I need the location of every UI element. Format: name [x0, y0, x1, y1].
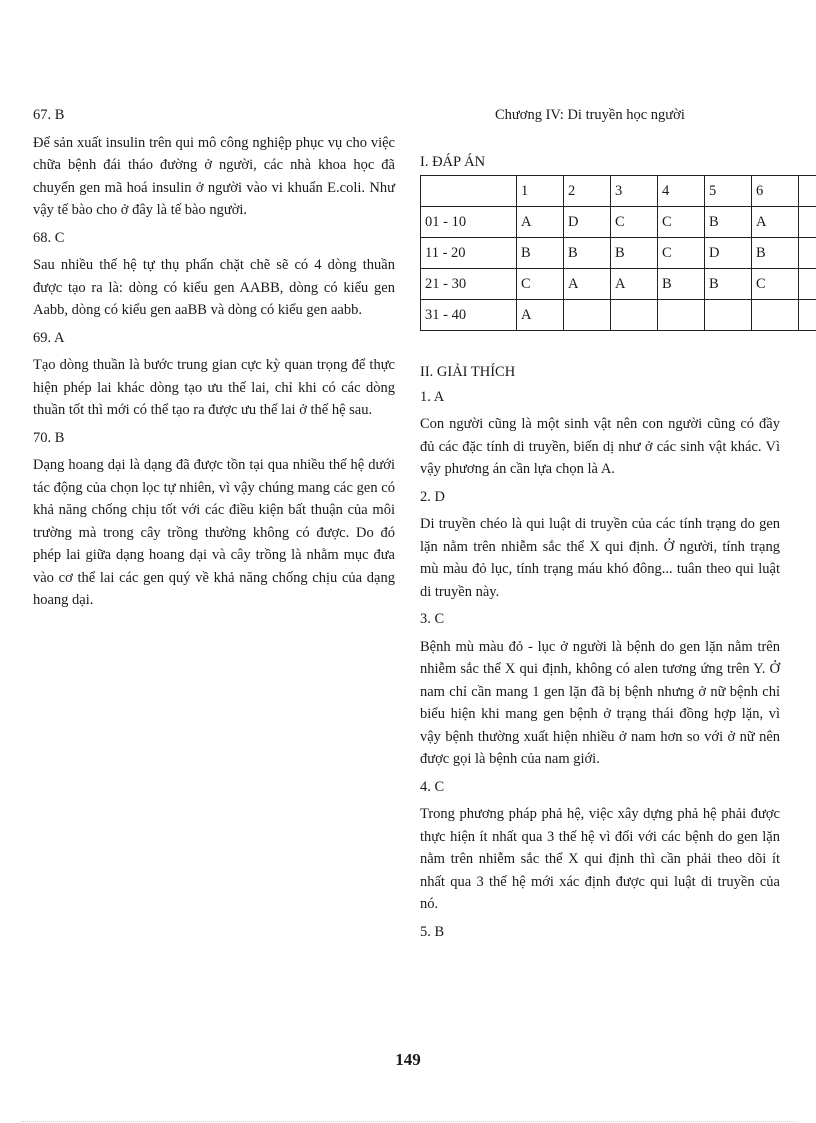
question-68-number: 68. C — [33, 229, 65, 246]
table-row — [421, 269, 816, 300]
table-cell — [564, 300, 611, 331]
left-column — [33, 104, 395, 617]
question-1-explanation: Con người cũng là một sinh vật nên con người cũng có đầy đủ các đặc tính di truyền, biến dị như ở các sinh vật khác. Vì vậy phương án cần lựa chọn là A. — [420, 416, 780, 477]
table-cell: B — [752, 238, 799, 269]
table-cell: B — [564, 238, 611, 269]
table-row — [421, 238, 816, 269]
question-70-number: 70. B — [33, 429, 65, 446]
answer-table-header-row — [421, 176, 816, 207]
table-cell: B — [611, 238, 658, 269]
table-cell: C — [752, 269, 799, 300]
table-cell — [658, 300, 705, 331]
section-explanations-title: II. GIẢI THÍCH — [420, 364, 516, 380]
chapter-title: Chương IV: Di truyền học người — [495, 107, 685, 123]
table-cell: A — [752, 207, 799, 238]
table-cell: A — [564, 269, 611, 300]
table-cell: C — [658, 207, 705, 238]
table-cell: 6 — [752, 176, 799, 207]
question-69-number: 69. A — [33, 329, 65, 346]
table-cell: 4 — [658, 176, 705, 207]
table-cell — [799, 300, 816, 331]
table-cell — [705, 300, 752, 331]
table-cell — [799, 176, 816, 207]
table-cell — [799, 207, 816, 238]
question-2-explanation: Di truyền chéo là qui luật di truyền của các tính trạng do gen lặn nằm trên nhiễm sắc thể X qui định. Ở người, tính trạng mù màu đỏ lục, tính trạng máu khó đông... tuân theo qui luật di truyền này. — [420, 516, 780, 600]
question-67-number: 67. B — [33, 107, 65, 123]
table-cell: C — [611, 207, 658, 238]
question-4-explanation: Trong phương pháp phả hệ, việc xây dựng phả hệ phải được thực hiện ít nhất qua 3 thế hệ vì đối với các bệnh do gen lặn nằm trên nhiễm sắc thể X qui định thì cần phải theo dõi ít nhất qua 3 thế hệ mới xác định được qui luật di truyền của nó. — [420, 806, 780, 912]
table-cell: 11 - 20 — [421, 238, 517, 269]
question-3-explanation: Bệnh mù màu đỏ - lục ở người là bệnh do gen lặn nằm trên nhiễm sắc thể X qui định, không có alen tương ứng trên Y. Ở nam chỉ cần mang 1 gen lặn đã bị bệnh nhưng ở nữ bệnh chỉ biểu hiện khi mang gen bệnh ở trạng thái đồng hợp lặn, vì vậy bệnh thường xuất hiện nhiều ở nam hơn so với ở nữ nên được gọi là bệnh của nam giới. — [420, 638, 780, 767]
table-cell: C — [517, 269, 564, 300]
table-row — [421, 207, 816, 238]
table-cell: 2 — [564, 176, 611, 207]
right-column — [420, 104, 816, 948]
table-cell — [611, 300, 658, 331]
question-70-explanation: Dạng hoang dại là dạng đã được tồn tại qua nhiều thế hệ dưới tác động của chọn lọc tự nhiên, vì vậy chúng mang các gen có khả năng chống chịu tốt với các điều kiện bất thuận của môi trường mà trong cây trồng thường không có được. Do đó phép lai giữa dạng hoang dại và cây trồng là nhằm mục đưa vào cơ thể lai các gen quý về khả năng chống chịu của dạng hoang dại. — [33, 457, 395, 608]
table-cell: 01 - 10 — [421, 207, 517, 238]
table-cell: A — [611, 269, 658, 300]
table-cell: B — [705, 207, 752, 238]
table-cell: 31 - 40 — [421, 300, 517, 331]
table-cell: A — [517, 300, 564, 331]
section-answers-title: I. ĐÁP ÁN — [420, 153, 486, 170]
table-cell: 21 - 30 — [421, 269, 517, 300]
table-cell — [799, 269, 816, 300]
question-4-number: 4. C — [420, 778, 445, 795]
page-number: 149 — [395, 1050, 421, 1069]
table-cell: D — [705, 238, 752, 269]
table-cell: 1 — [517, 176, 564, 207]
question-68-explanation: Sau nhiều thế hệ tự thụ phấn chặt chẽ sẽ có 4 dòng thuần được tạo ra là: dòng có kiểu gen AABB, dòng có kiểu gen Aabb, dòng có kiểu gen aaBB và dòng có kiểu gen aabb. — [33, 257, 395, 318]
question-67-explanation: Để sản xuất insulin trên qui mô công nghiệp phục vụ cho việc chữa bệnh đái tháo đường ở người, các nhà khoa học đã chuyển gen mã hoá insulin ở người vào vi khuẩn E.coli. Như vậy tế bào cho ở đây là tế bào người. — [33, 134, 395, 218]
table-cell — [421, 176, 517, 207]
table-cell — [799, 238, 816, 269]
question-2-number: 2. D — [420, 488, 445, 505]
answer-table — [420, 175, 816, 331]
table-cell: 5 — [705, 176, 752, 207]
question-3-number: 3. C — [420, 611, 445, 627]
table-cell: 3 — [611, 176, 658, 207]
question-69-explanation: Tạo dòng thuần là bước trung gian cực kỳ quan trọng để thực hiện phép lai khác dòng tạo ưu thế lai, chỉ khi có các dòng thuần tốt thì mới có thể tạo ra được ưu thế lai ở thế hệ sau. — [33, 357, 395, 418]
question-5-number: 5. B — [420, 923, 445, 940]
table-cell: B — [658, 269, 705, 300]
page-bottom-divider — [22, 1121, 794, 1122]
table-cell: C — [658, 238, 705, 269]
table-row — [421, 300, 816, 331]
table-cell — [752, 300, 799, 331]
table-cell: D — [564, 207, 611, 238]
question-1-number: 1. A — [420, 388, 445, 405]
table-cell: A — [517, 207, 564, 238]
table-cell: B — [517, 238, 564, 269]
table-cell: B — [705, 269, 752, 300]
